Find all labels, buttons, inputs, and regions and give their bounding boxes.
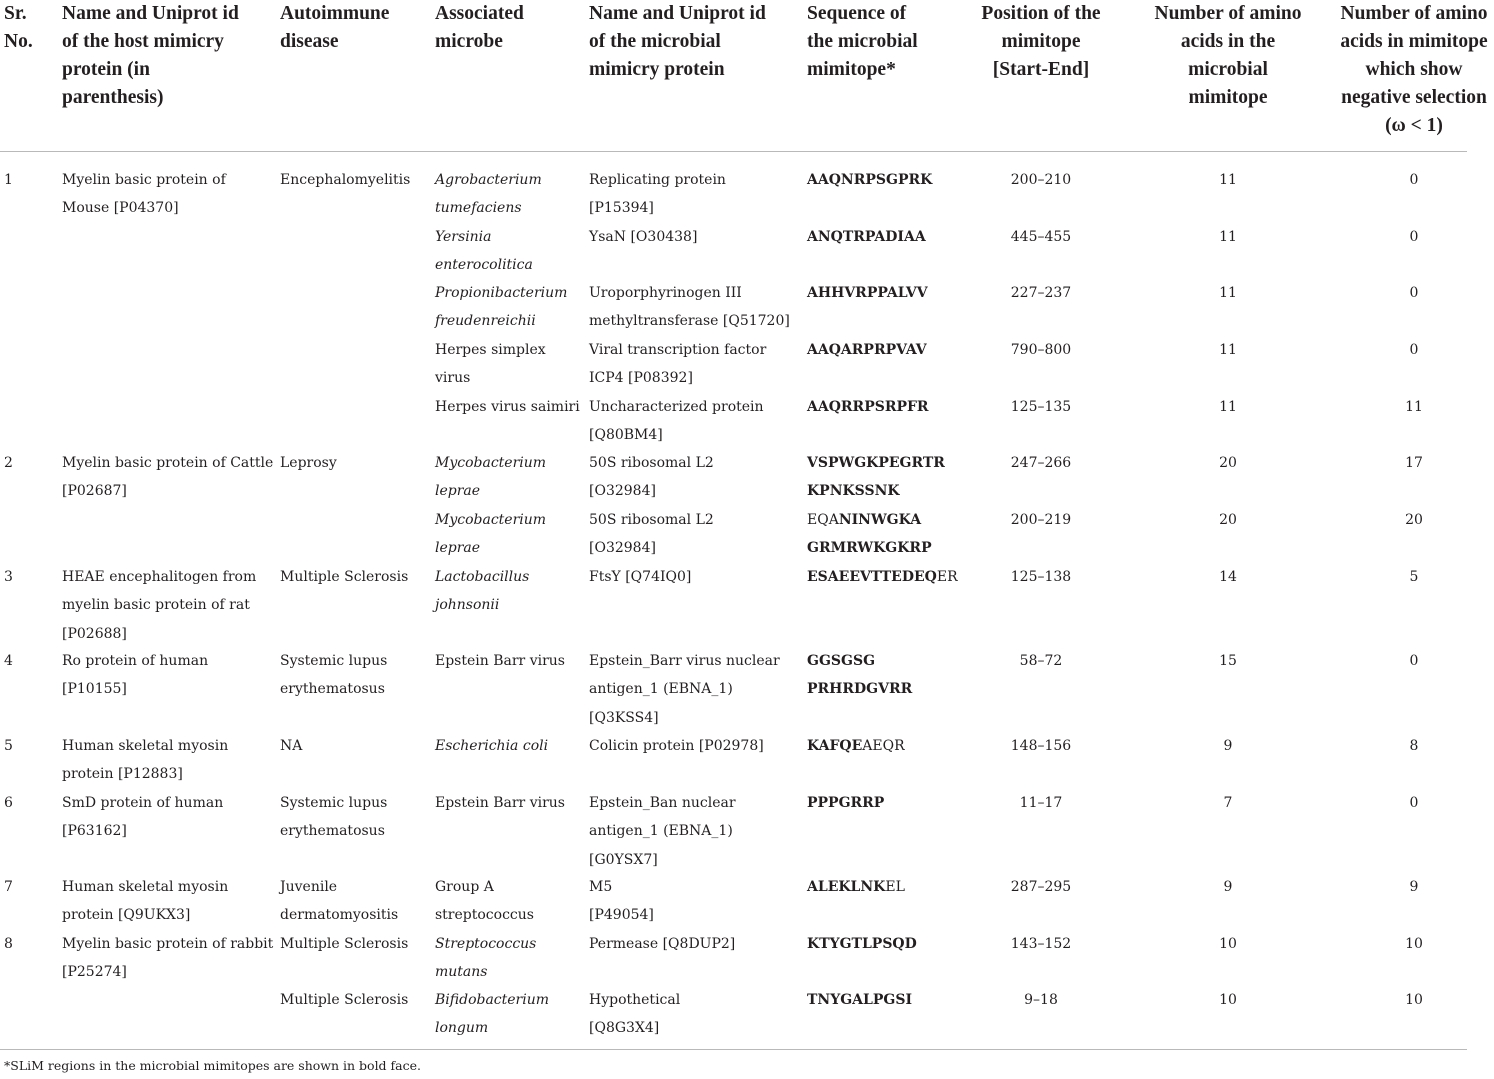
sequence-slim-region: KAFQE	[807, 738, 863, 754]
table-footnote: *SLiM regions in the microbial mimitopes are shown in bold face.	[4, 1058, 421, 1073]
row-num-amino-acids: 10	[1219, 936, 1237, 952]
row-negative-selection: 0	[1409, 795, 1419, 811]
row-num-amino-acids: 11	[1219, 172, 1237, 188]
row-position: 200–210	[1010, 172, 1072, 188]
row-sequence	[807, 393, 929, 421]
row-sr-no: 3	[4, 569, 13, 585]
sequence-slim-region: ANQTRPADIAA	[807, 229, 926, 245]
footer-rule	[0, 1049, 1467, 1050]
row-microbial-protein: Colicin protein [P02978]	[589, 738, 764, 754]
row-microbial-protein: 50S ribosomal L2 [O32984]	[589, 455, 714, 500]
row-sequence	[807, 647, 912, 704]
row-sequence	[807, 336, 927, 364]
row-microbe: Lactobacillus johnsonii	[435, 569, 530, 614]
row-microbe: Mycobacterium leprae	[435, 512, 547, 557]
row-negative-selection: 9	[1409, 879, 1419, 895]
row-sr-no: 6	[4, 795, 13, 811]
row-num-amino-acids: 9	[1223, 879, 1233, 895]
row-sr-no: 7	[4, 879, 13, 895]
row-position: 287–295	[1010, 879, 1072, 895]
sequence-slim-region: TNYGALPGSI	[807, 992, 913, 1008]
sequence-plain-prefix: EQA	[807, 512, 839, 528]
row-microbial-protein: Epstein_Barr virus nuclear antigen_1 (EBNA_1) [Q3KSS4]	[589, 653, 780, 726]
row-host-protein: Myelin basic protein of rabbit [P25274]	[62, 936, 274, 981]
row-sequence	[807, 930, 917, 958]
row-negative-selection: 10	[1405, 992, 1423, 1008]
row-microbe: Propionibacterium freudenreichii	[435, 285, 568, 330]
row-microbial-protein: Hypothetical [Q8G3X4]	[589, 992, 681, 1037]
sequence-slim-region: ESAEEVTTEDEQ	[807, 569, 937, 585]
row-num-amino-acids: 11	[1219, 229, 1237, 245]
header-negative-selection: Number of amino acids in mimitope which show negative selection (ω < 1)	[1340, 3, 1488, 136]
row-position: 125–138	[1010, 569, 1072, 585]
sequence-slim-region: ALEKLNK	[807, 879, 886, 895]
row-sr-no: 8	[4, 936, 13, 952]
row-microbe: Agrobacterium tumefaciens	[435, 172, 542, 217]
header-microbial-protein: Name and Uniprot id of the microbial mimicry protein	[589, 3, 766, 80]
row-host-protein: Ro protein of human [P10155]	[62, 653, 209, 698]
sequence-plain-suffix: ER	[936, 569, 958, 585]
row-microbial-protein: 50S ribosomal L2 [O32984]	[589, 512, 714, 557]
row-host-protein: Myelin basic protein of Cattle [P02687]	[62, 455, 274, 500]
row-position: 148–156	[1010, 738, 1072, 754]
row-sequence	[807, 166, 932, 194]
row-disease: NA	[280, 738, 303, 754]
header-num-amino-acids: Number of amino acids in the microbial mimitope	[1154, 3, 1302, 108]
row-sequence	[807, 449, 945, 506]
row-negative-selection: 11	[1405, 399, 1423, 415]
row-negative-selection: 0	[1409, 229, 1419, 245]
row-position: 125–135	[1010, 399, 1072, 415]
row-microbe: Mycobacterium leprae	[435, 455, 547, 500]
row-position: 227–237	[1010, 285, 1072, 301]
row-position: 445–455	[1010, 229, 1072, 245]
row-host-protein: Myelin basic protein of Mouse [P04370]	[62, 172, 226, 217]
row-sr-no: 5	[4, 738, 13, 754]
row-host-protein: Human skeletal myosin protein [P12883]	[62, 738, 229, 783]
row-position: 58–72	[1019, 653, 1063, 669]
sequence-plain-suffix: EL	[885, 879, 905, 895]
sequence-slim-region: AAQARPRPVAV	[807, 342, 927, 358]
header-sequence: Sequence of the microbial mimitope*	[807, 3, 918, 80]
sequence-slim-region: GGSGSG PRHRDGVRR	[807, 653, 913, 698]
sequence-plain-suffix: AEQR	[862, 738, 905, 754]
row-sequence	[807, 986, 912, 1014]
row-position: 200–219	[1010, 512, 1072, 528]
sequence-slim-region: VSPWGKPEGRTR KPNKSSNK	[807, 455, 945, 500]
row-num-amino-acids: 14	[1219, 569, 1237, 585]
row-position: 11–17	[1019, 795, 1063, 811]
row-microbe: Herpes simplex virus	[435, 342, 546, 387]
row-microbial-protein: M5 [P49054]	[589, 879, 654, 924]
row-sequence	[807, 223, 926, 251]
row-num-amino-acids: 15	[1219, 653, 1237, 669]
row-negative-selection: 0	[1409, 342, 1419, 358]
row-host-protein: Human skeletal myosin protein [Q9UKX3]	[62, 879, 229, 924]
row-sequence	[807, 563, 958, 591]
row-sequence	[807, 789, 884, 817]
row-num-amino-acids: 20	[1219, 455, 1237, 471]
row-disease: Systemic lupus erythematosus	[280, 653, 388, 698]
row-negative-selection: 10	[1405, 936, 1423, 952]
row-disease: Encephalomyelitis	[280, 172, 411, 188]
row-microbe: Epstein Barr virus	[435, 653, 565, 669]
row-host-protein: SmD protein of human [P63162]	[62, 795, 224, 840]
row-negative-selection: 5	[1409, 569, 1419, 585]
sequence-slim-region: AAQNRPSGPRK	[807, 172, 933, 188]
row-microbe: Escherichia coli	[435, 738, 549, 754]
row-negative-selection: 0	[1409, 172, 1419, 188]
row-sequence	[807, 732, 905, 760]
row-position: 247–266	[1010, 455, 1072, 471]
row-microbial-protein: Uncharacterized protein [Q80BM4]	[589, 399, 764, 444]
row-microbial-protein: YsaN [O30438]	[589, 229, 698, 245]
sequence-slim-region: AHHVRPPALVV	[807, 285, 928, 301]
sequence-slim-region: NINWGKA GRMRWKGKRP	[807, 512, 932, 557]
sequence-slim-region: AAQRRPSRPFR	[807, 399, 929, 415]
row-disease: Leprosy	[280, 455, 337, 471]
row-disease: Systemic lupus erythematosus	[280, 795, 388, 840]
row-sequence	[807, 279, 928, 307]
row-microbe: Epstein Barr virus	[435, 795, 565, 811]
header-rule	[0, 151, 1467, 152]
row-negative-selection: 17	[1405, 455, 1423, 471]
row-host-protein: HEAE encephalitogen from myelin basic protein of rat [P02688]	[62, 569, 257, 642]
row-negative-selection: 0	[1409, 285, 1419, 301]
row-microbial-protein: Replicating protein [P15394]	[589, 172, 726, 217]
row-microbial-protein: Permease [Q8DUP2]	[589, 936, 736, 952]
header-position: Position of the mimitope [Start-End]	[981, 3, 1101, 80]
row-sequence	[807, 873, 905, 901]
row-num-amino-acids: 11	[1219, 285, 1237, 301]
sequence-slim-region: KTYGTLPSQD	[807, 936, 917, 952]
row-microbe: Streptococcus mutans	[435, 936, 537, 981]
row-num-amino-acids: 11	[1219, 342, 1237, 358]
row-position: 143–152	[1010, 936, 1072, 952]
row-microbial-protein: FtsY [Q74IQ0]	[589, 569, 692, 585]
row-microbial-protein: Viral transcription factor ICP4 [P08392]	[589, 342, 767, 387]
header-disease: Autoimmune disease	[280, 3, 390, 52]
row-num-amino-acids: 11	[1219, 399, 1237, 415]
row-disease: Multiple Sclerosis	[280, 936, 409, 952]
row-microbial-protein: Epstein_Ban nuclear antigen_1 (EBNA_1) [G0YSX7]	[589, 795, 736, 868]
row-num-amino-acids: 10	[1219, 992, 1237, 1008]
row-disease: Multiple Sclerosis	[280, 992, 409, 1008]
row-disease: Multiple Sclerosis	[280, 569, 409, 585]
row-sr-no: 4	[4, 653, 13, 669]
header-sr-no: Sr. No.	[4, 3, 33, 52]
row-disease: Juvenile dermatomyositis	[280, 879, 399, 924]
row-negative-selection: 8	[1409, 738, 1419, 754]
row-sr-no: 2	[4, 455, 13, 471]
row-microbe: Bifidobacterium longum	[435, 992, 550, 1037]
row-num-amino-acids: 7	[1223, 795, 1233, 811]
row-microbe: Yersinia enterocolitica	[435, 229, 533, 274]
row-microbe: Herpes virus saimiri	[435, 399, 580, 415]
row-negative-selection: 20	[1405, 512, 1423, 528]
header-host-protein: Name and Uniprot id of the host mimicry protein (in parenthesis)	[62, 3, 239, 108]
row-position: 790–800	[1010, 342, 1072, 358]
row-negative-selection: 0	[1409, 653, 1419, 669]
row-microbial-protein: Uroporphyrinogen III methyltransferase [Q51720]	[589, 285, 790, 330]
row-microbe: Group A streptococcus	[435, 879, 534, 924]
sequence-slim-region: PPPGRRP	[807, 795, 885, 811]
row-sequence	[807, 506, 932, 563]
header-microbe: Associated microbe	[435, 3, 524, 52]
row-sr-no: 1	[4, 172, 13, 188]
row-num-amino-acids: 20	[1219, 512, 1237, 528]
row-position: 9–18	[1024, 992, 1058, 1008]
row-num-amino-acids: 9	[1223, 738, 1233, 754]
